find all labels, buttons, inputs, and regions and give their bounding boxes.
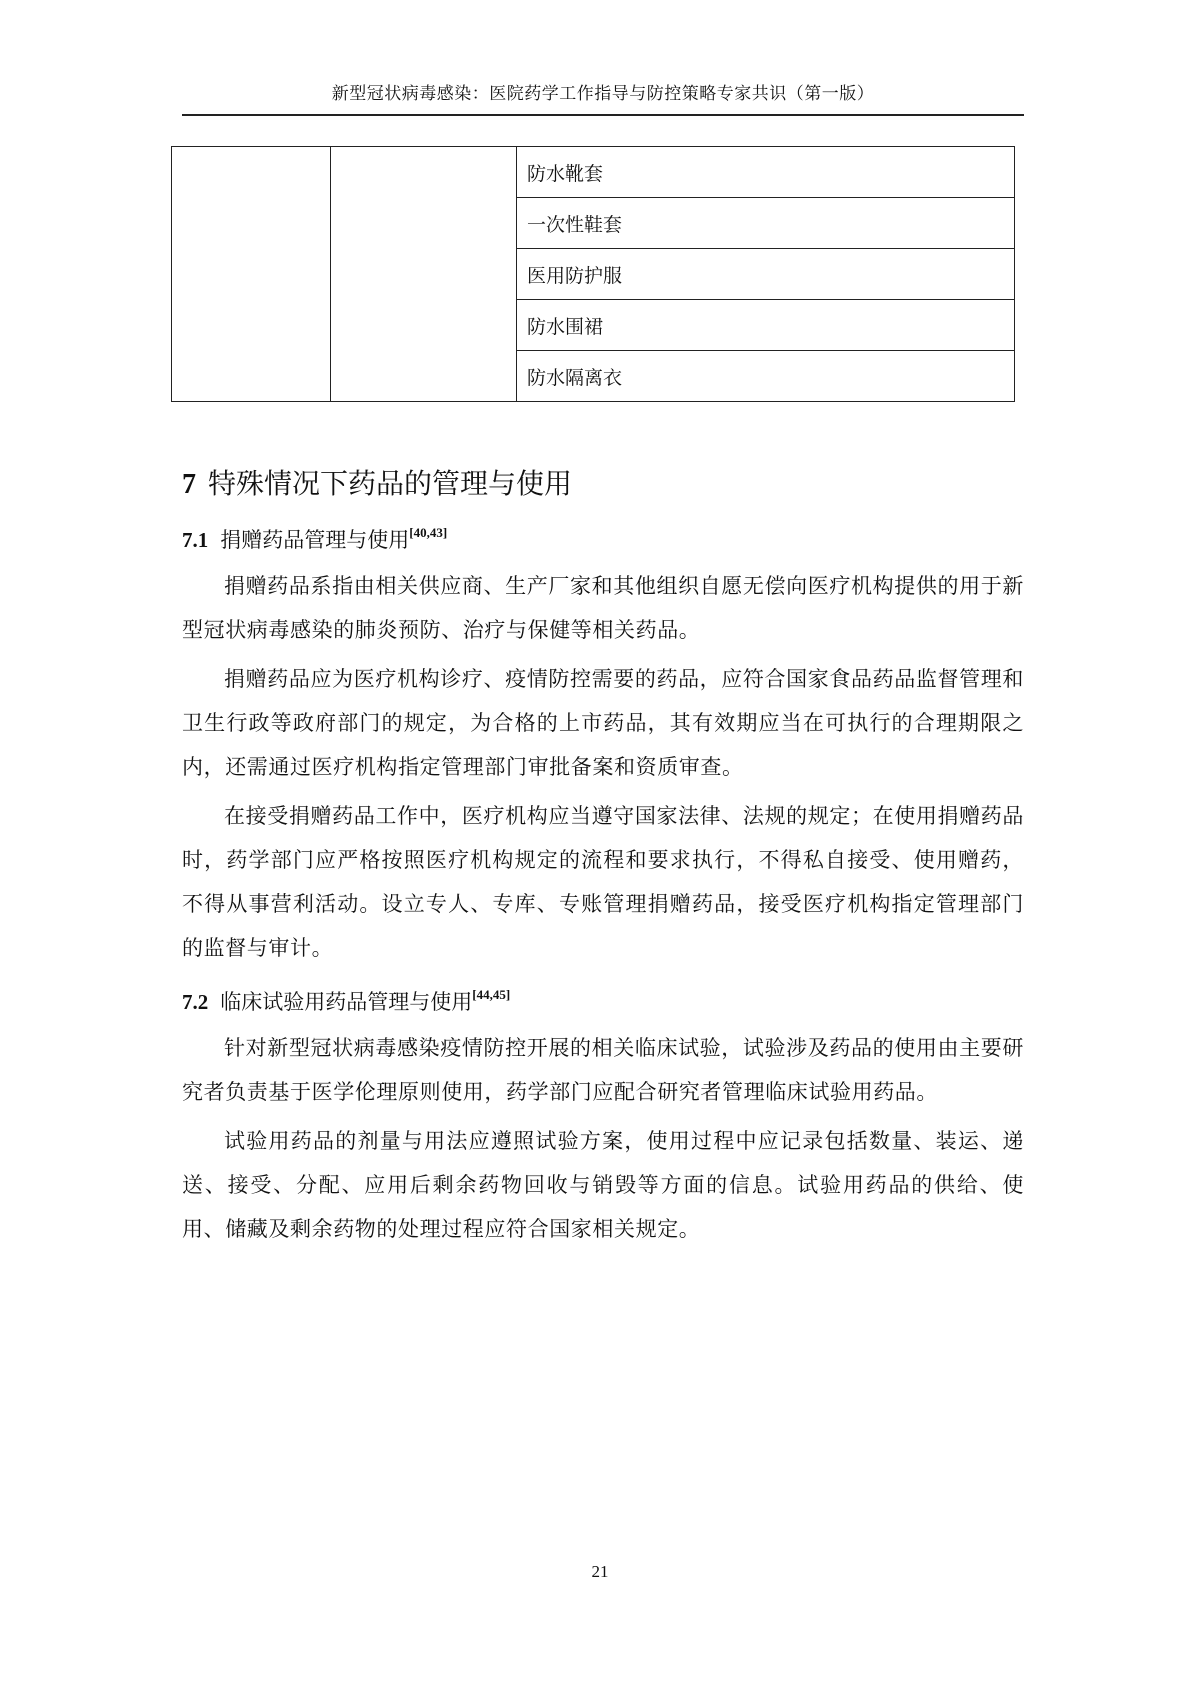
subsection-heading-7-2 [182, 984, 1024, 1020]
running-header-title: 新型冠状病毒感染：医院药学工作指导与防控策略专家共识（第一版） [331, 84, 875, 104]
section-heading [182, 460, 1024, 508]
table-cell-item: 医用防护服 [517, 249, 1015, 300]
citation-ref: [44,45] [472, 987, 511, 1002]
subsection-title: 捐赠药品管理与使用 [220, 528, 410, 552]
subsection-title: 临床试验用药品管理与使用 [220, 990, 473, 1014]
citation-ref: [40,43] [409, 525, 448, 540]
body-paragraph: 针对新型冠状病毒感染疫情防控开展的相关临床试验，试验涉及药品的使用由主要研究者负责基于医学伦理原则使用，药学部门应配合研究者管理临床试验用药品。 [182, 1036, 1024, 1104]
ppe-table [171, 146, 1015, 402]
table-cell-item: 一次性鞋套 [517, 198, 1015, 249]
subsection-heading-7-1 [182, 522, 1024, 558]
table-row [172, 147, 1015, 198]
table-cell-item: 防水围裙 [517, 300, 1015, 351]
body-paragraph: 试验用药品的剂量与用法应遵照试验方案，使用过程中应记录包括数量、装运、递送、接受、分配、应用后剩余药物回收与销毁等方面的信息。试验用药品的供给、使用、储藏及剩余药物的处理过程应符合国家相关规定。 [182, 1129, 1024, 1241]
body-paragraph: 捐赠药品系指由相关供应商、生产厂家和其他组织自愿无偿向医疗机构提供的用于新型冠状病毒感染的肺炎预防、治疗与保健等相关药品。 [182, 574, 1024, 642]
main-content [182, 460, 1024, 1256]
table-cell-item: 防水靴套 [517, 147, 1015, 198]
body-paragraph: 捐赠药品应为医疗机构诊疗、疫情防控需要的药品，应符合国家食品药品监督管理和卫生行政等政府部门的规定，为合格的上市药品，其有效期应当在可执行的合理期限之内，还需通过医疗机构指定管理部门审批备案和资质审查。 [182, 667, 1024, 779]
table-cell-category [172, 147, 331, 402]
section-title: 特殊情况下药品的管理与使用 [208, 467, 573, 500]
table-cell-item: 防水隔离衣 [517, 351, 1015, 402]
body-paragraph: 在接受捐赠药品工作中，医疗机构应当遵守国家法律、法规的规定；在使用捐赠药品时，药学部门应严格按照医疗机构规定的流程和要求执行，不得私自接受、使用赠药，不得从事营利活动。设立专人、专库、专账管理捐赠药品，接受医疗机构指定管理部门的监督与审计。 [182, 804, 1024, 960]
subsection-number: 7.2 [182, 990, 209, 1014]
page-number: 21 [591, 1562, 609, 1581]
running-header [182, 80, 1024, 116]
subsection-number: 7.1 [182, 528, 209, 552]
section-number: 7 [182, 469, 196, 500]
table-cell-subcategory [331, 147, 517, 402]
